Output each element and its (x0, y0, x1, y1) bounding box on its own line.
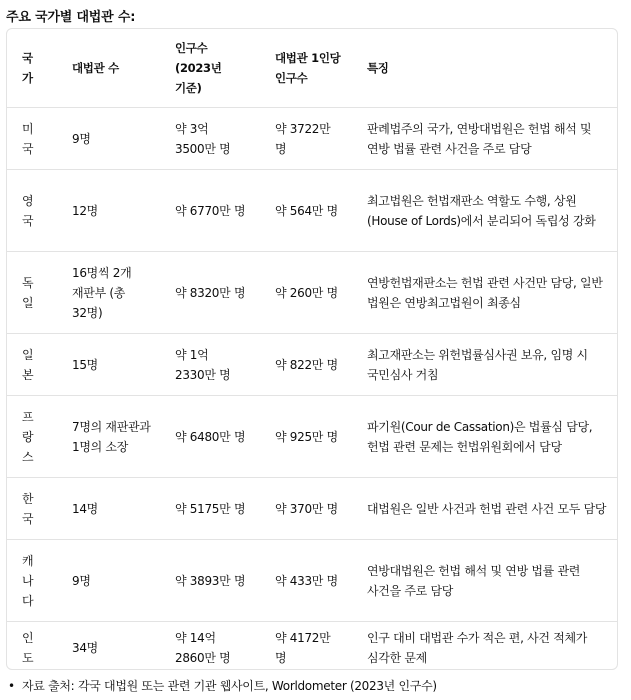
cell-pop-per-justice: 약 3722만 명 (261, 108, 353, 170)
bullet-icon: • (8, 679, 15, 693)
table-header-row (7, 29, 617, 108)
header-country: 국가 (22, 51, 33, 85)
cell-justices: 15명 (58, 334, 161, 396)
header-population: 인구수 (2023년 기준) (175, 41, 222, 95)
cell-country: 프랑스 (7, 396, 58, 478)
cell-features: 연방헌법재판소는 헌법 관련 사건만 담당, 일반 법원은 연방최고법원이 최종심 (353, 252, 617, 334)
footnote-text: 자료 출처: 각국 대법원 또는 관련 기관 웹사이트, Worldometer (2023년 인구수) (22, 679, 437, 693)
cell-justices: 16명씩 2개 재판부 (총 32명) (58, 252, 161, 334)
cell-justices: 9명 (58, 540, 161, 622)
cell-country: 독일 (7, 252, 58, 334)
cell-features: 대법원은 일반 사건과 헌법 관련 사건 모두 담당 (353, 478, 617, 540)
cell-features: 인구 대비 대법관 수가 적은 편, 사건 적체가 심각한 문제 (353, 622, 617, 671)
cell-features: 판례법주의 국가, 연방대법원은 헌법 해석 및 연방 법률 관련 사건을 주로 담당 (353, 108, 617, 170)
header-justices: 대법관 수 (72, 61, 119, 75)
cell-features: 연방대법원은 헌법 해석 및 연방 법률 관련 사건을 주로 담당 (353, 540, 617, 622)
court-comparison-table-container (6, 28, 618, 670)
cell-population: 약 14억 2860만 명 (161, 622, 261, 671)
cell-population: 약 6480만 명 (161, 396, 261, 478)
cell-justices: 34명 (58, 622, 161, 671)
table-row (7, 622, 617, 671)
section-heading: 주요 국가별 대법관 수: (6, 10, 136, 25)
cell-justices: 9명 (58, 108, 161, 170)
cell-justices: 14명 (58, 478, 161, 540)
cell-justices: 7명의 재판관과 1명의 소장 (58, 396, 161, 478)
cell-features: 최고재판소는 위헌법률심사권 보유, 임명 시 국민심사 거침 (353, 334, 617, 396)
cell-pop-per-justice: 약 564만 명 (261, 170, 353, 252)
cell-country: 인도 (7, 622, 58, 671)
table-row (7, 334, 617, 396)
cell-pop-per-justice: 약 370만 명 (261, 478, 353, 540)
table-row (7, 540, 617, 622)
header-features: 특징 (367, 61, 389, 75)
cell-population: 약 5175만 명 (161, 478, 261, 540)
cell-pop-per-justice: 약 433만 명 (261, 540, 353, 622)
cell-country: 일본 (7, 334, 58, 396)
cell-population: 약 3억 3500만 명 (161, 108, 261, 170)
cell-justices: 12명 (58, 170, 161, 252)
table-row (7, 108, 617, 170)
cell-population: 약 3893만 명 (161, 540, 261, 622)
table-row (7, 252, 617, 334)
cell-pop-per-justice: 약 925만 명 (261, 396, 353, 478)
cell-population: 약 6770만 명 (161, 170, 261, 252)
cell-population: 약 8320만 명 (161, 252, 261, 334)
cell-country: 미국 (7, 108, 58, 170)
cell-country: 영국 (7, 170, 58, 252)
cell-features: 파기원(Cour de Cassation)은 법률심 담당, 헌법 관련 문제는 헌법위원회에서 담당 (353, 396, 617, 478)
cell-pop-per-justice: 약 4172만 명 (261, 622, 353, 671)
cell-country: 한국 (7, 478, 58, 540)
cell-country: 캐나다 (7, 540, 58, 622)
source-footnote (8, 677, 437, 694)
court-comparison-table (7, 29, 617, 670)
cell-population: 약 1억 2330만 명 (161, 334, 261, 396)
table-row (7, 396, 617, 478)
cell-pop-per-justice: 약 822만 명 (261, 334, 353, 396)
table-row (7, 478, 617, 540)
header-pop-per-justice: 대법관 1인당 인구수 (275, 51, 341, 85)
cell-pop-per-justice: 약 260만 명 (261, 252, 353, 334)
table-row (7, 170, 617, 252)
cell-features: 최고법원은 헌법재판소 역할도 수행, 상원(House of Lords)에서 분리되어 독립성 강화 (353, 170, 617, 252)
